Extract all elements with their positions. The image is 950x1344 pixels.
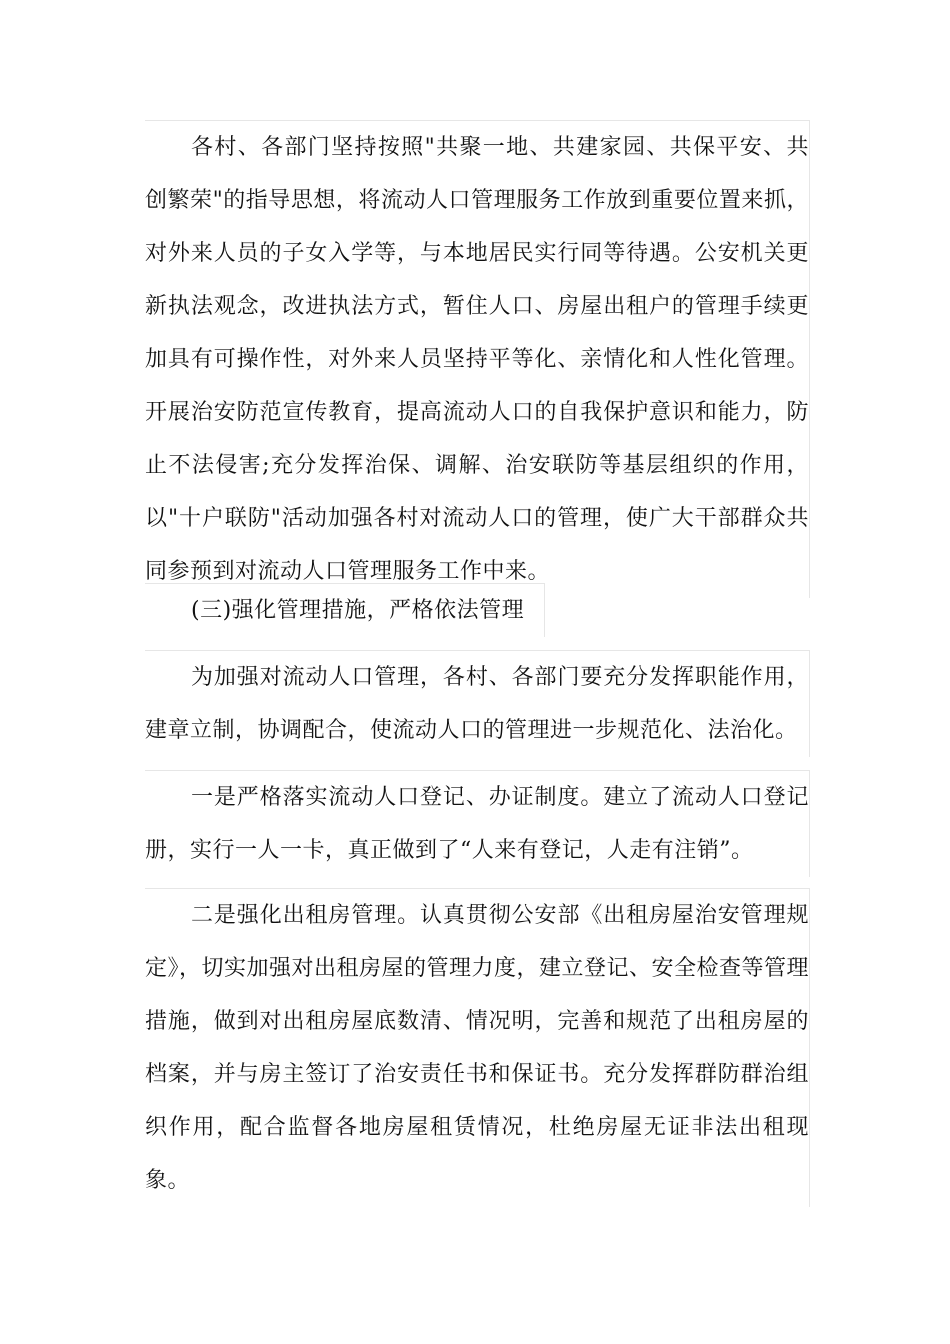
paragraph-strengthen-management: 为加强对流动人口管理，各村、各部门要充分发挥职能作用，建章立制，协调配合，使流动人口的管理进一步规范化、法治化。	[145, 650, 810, 757]
paragraph-community-management: 各村、各部门坚持按照"共聚一地、共建家园、共保平安、共创繁荣"的指导思想，将流动人口管理服务工作放到重要位置来抓，对外来人员的子女入学等，与本地居民实行同等待遇。公安机关更新执法观念，改进执法方式，暂住人口、房屋出租户的管理手续更加具有可操作性，对外来人员坚持平等化、亲情化和人性化管理。开展治安防范宣传教育，提高流动人口的自我保护意识和能力，防止不法侵害;充分发挥治保、调解、治安联防等基层组织的作用，以"十户联防"活动加强各村对流动人口的管理，使广大干部群众共同参预到对流动人口管理服务工作中来。	[145, 120, 810, 598]
paragraph-registration: 一是严格落实流动人口登记、办证制度。建立了流动人口登记册，实行一人一卡，真正做到了“人来有登记，人走有注销”。	[145, 770, 810, 877]
paragraph-rental-management: 二是强化出租房管理。认真贯彻公安部《出租房屋治安管理规定》，切实加强对出租房屋的管理力度，建立登记、安全检查等管理措施，做到对出租房屋底数清、情况明，完善和规范了出租房屋的档案，并与房主签订了治安责任书和保证书。充分发挥群防群治组织作用，配合监督各地房屋租赁情况，杜绝房屋无证非法出租现象。	[145, 888, 810, 1207]
section-heading: (三)强化管理措施，严格依法管理	[145, 583, 545, 637]
